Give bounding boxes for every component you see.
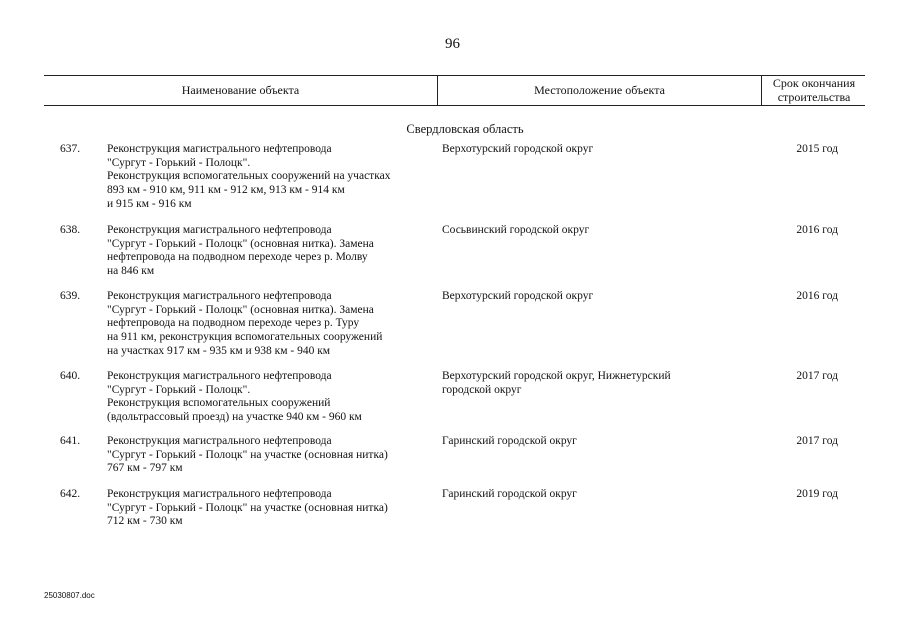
completion-year: 2019 год	[796, 488, 838, 500]
table-header-bottom-border	[44, 105, 865, 106]
object-name-line: Реконструкция магистрального нефтепровода	[107, 435, 332, 447]
object-location-line: Верхотурский городской округ, Нижнетурский	[442, 370, 671, 382]
object-name-line: Реконструкция магистрального нефтепровода	[107, 143, 332, 155]
object-name-line: (вдольтрассовый проезд) на участке 940 км - 960 км	[107, 411, 362, 424]
object-name-line: Реконструкция вспомогательных сооружений на участках	[107, 170, 391, 183]
object-location-line: Гаринский городской округ	[442, 435, 577, 447]
header-deadline-line1: Срок окончания	[772, 76, 856, 90]
object-name-line: нефтепровода на подводном переходе через р. Молву	[107, 251, 368, 264]
object-name-line: "Сургут - Горький - Полоцк" (основная нитка). Замена	[107, 303, 374, 316]
object-name-line: Реконструкция магистрального нефтепровода	[107, 488, 332, 500]
object-name-line: на 846 км	[107, 265, 155, 278]
object-name	[107, 143, 439, 212]
object-location-line: Верхотурский городской округ	[442, 290, 594, 302]
object-name-line: "Сургут - Горький - Полоцк".	[107, 383, 251, 396]
object-name	[107, 488, 439, 529]
object-location	[442, 370, 742, 397]
object-location	[442, 143, 742, 157]
object-location	[442, 224, 742, 238]
object-name-line: Реконструкция магистрального нефтепровода	[107, 224, 332, 236]
object-name	[107, 290, 439, 359]
object-name-line: "Сургут - Горький - Полоцк" (основная нитка). Замена	[107, 237, 374, 250]
object-name-line: "Сургут - Горький - Полоцк".	[107, 156, 251, 169]
row-number: 640.	[60, 370, 81, 382]
completion-year: 2016 год	[796, 290, 838, 302]
region-heading: Свердловская область	[406, 122, 524, 136]
object-location-line: Гаринский городской округ	[442, 488, 577, 500]
object-location	[442, 488, 742, 502]
completion-year: 2017 год	[796, 370, 838, 382]
completion-year: 2017 год	[796, 435, 838, 447]
header-name: Наименование объекта	[181, 83, 300, 97]
object-name-line: на участках 917 км - 935 км и 938 км - 940 км	[107, 344, 331, 357]
object-location-line: Сосьвинский городской округ	[442, 224, 590, 236]
object-location	[442, 435, 742, 449]
footer-filename: 25030807.doc	[44, 591, 95, 600]
object-name-line: и 915 км - 916 км	[107, 197, 192, 210]
row-number: 642.	[60, 488, 81, 500]
object-name-line: Реконструкция магистрального нефтепровода	[107, 290, 332, 302]
completion-year: 2015 год	[796, 143, 838, 155]
object-location-line: Верхотурский городской округ	[442, 143, 594, 155]
object-name-line: нефтепровода на подводном переходе через р. Туру	[107, 317, 360, 330]
page-number: 96	[445, 36, 460, 52]
object-name	[107, 370, 439, 425]
object-location	[442, 290, 742, 304]
object-name-line: Реконструкция вспомогательных сооружений	[107, 397, 331, 410]
completion-year: 2016 год	[796, 224, 838, 236]
row-number: 641.	[60, 435, 81, 447]
header-deadline	[762, 76, 866, 104]
row-number: 637.	[60, 143, 81, 155]
object-name-line: 712 км - 730 км	[107, 515, 183, 528]
object-name-line: на 911 км, реконструкция вспомогательных сооружений	[107, 331, 383, 344]
object-name-line: 767 км - 797 км	[107, 462, 183, 475]
header-location: Местоположение объекта	[534, 83, 665, 97]
object-name-line: Реконструкция магистрального нефтепровода	[107, 370, 332, 382]
object-location-line: городской округ	[442, 383, 522, 396]
row-number: 639.	[60, 290, 81, 302]
header-deadline-line2: строительства	[777, 90, 851, 104]
object-name	[107, 435, 439, 476]
object-name-line: "Сургут - Горький - Полоцк" на участке (основная нитка)	[107, 448, 388, 461]
object-name	[107, 224, 439, 279]
row-number: 638.	[60, 224, 81, 236]
table-header-top-border	[44, 75, 865, 76]
object-name-line: "Сургут - Горький - Полоцк" на участке (основная нитка)	[107, 501, 388, 514]
object-name-line: 893 км - 910 км, 911 км - 912 км, 913 км - 914 км	[107, 184, 345, 197]
